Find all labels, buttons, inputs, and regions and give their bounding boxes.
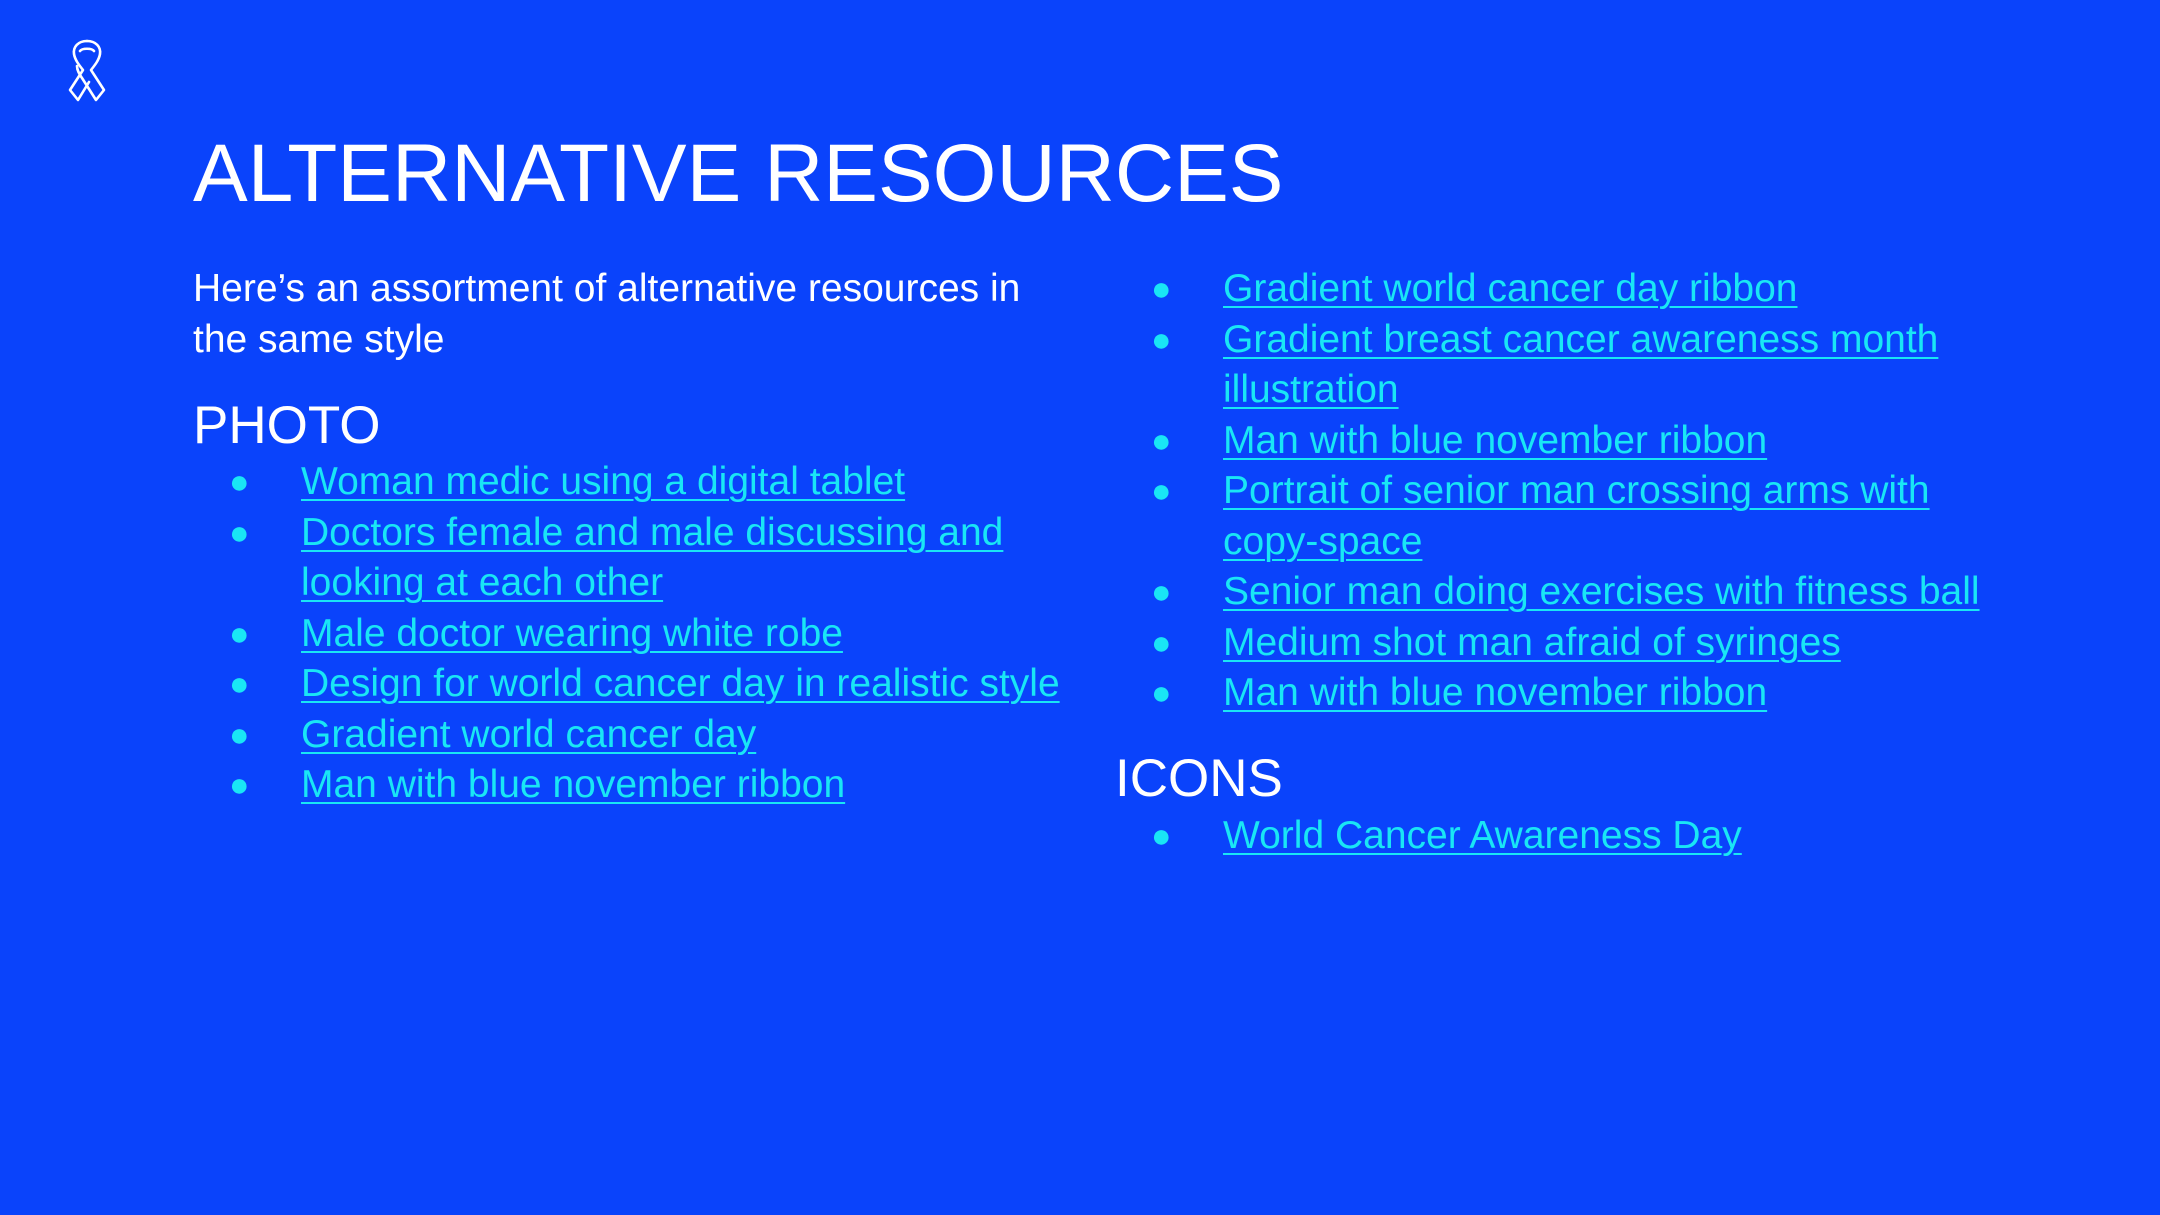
list-item <box>1115 811 2015 862</box>
intro-text: Here’s an assortment of alternative resources in the same style <box>193 267 1021 361</box>
list-item <box>193 508 1073 609</box>
resource-link[interactable]: Man with blue november ribbon <box>1223 418 1768 462</box>
list-item <box>1115 567 2015 618</box>
icons-list <box>1115 811 2015 862</box>
photo-heading: PHOTO <box>193 396 381 455</box>
photo-list-continued <box>1115 264 2015 719</box>
bullet-icon: ● <box>229 513 250 552</box>
bullet-icon: ● <box>1151 472 1172 510</box>
bullet-icon: ● <box>1151 421 1172 460</box>
resource-link[interactable]: Male doctor wearing white robe <box>301 611 843 655</box>
list-item <box>1115 618 2015 669</box>
bullet-icon: ● <box>229 463 250 501</box>
page-title: ALTERNATIVE RESOURCES <box>193 128 1284 219</box>
photo-list <box>193 457 1073 811</box>
bullet-icon: ● <box>1151 816 1172 855</box>
left-column <box>193 264 1073 811</box>
resource-link[interactable]: Doctors female and male discussing and looking at each other <box>301 510 1004 604</box>
bullet-icon: ● <box>229 614 250 653</box>
resource-link[interactable]: World Cancer Awareness Day <box>1223 813 1742 857</box>
bullet-icon: ● <box>229 766 250 804</box>
list-item <box>193 457 1073 508</box>
icons-heading: ICONS <box>1115 748 1283 808</box>
list-item <box>1115 315 2015 416</box>
list-item <box>193 710 1073 761</box>
resource-link[interactable]: Design for world cancer day in realistic style <box>301 662 1060 705</box>
bullet-icon: ● <box>1151 320 1172 359</box>
list-item <box>193 609 1073 660</box>
bullet-icon: ● <box>229 665 250 703</box>
resource-link[interactable]: Gradient breast cancer awareness month illustration <box>1223 317 1939 411</box>
bullet-icon: ● <box>1151 573 1172 611</box>
list-item <box>1115 668 2015 719</box>
resource-link[interactable]: Medium shot man afraid of syringes <box>1223 620 1841 664</box>
resource-link[interactable]: Senior man doing exercises with fitness ball <box>1223 570 1980 613</box>
list-item <box>193 760 1073 811</box>
resource-link[interactable]: Woman medic using a digital tablet <box>301 460 906 503</box>
right-column <box>1115 264 2015 861</box>
list-item <box>1115 466 2015 567</box>
bullet-icon: ● <box>1151 270 1172 308</box>
ribbon-icon <box>64 38 110 104</box>
bullet-icon: ● <box>1151 623 1172 662</box>
resource-link[interactable]: Man with blue november ribbon <box>301 763 846 806</box>
bullet-icon: ● <box>1151 674 1172 712</box>
list-item <box>193 659 1073 710</box>
list-item <box>1115 416 2015 467</box>
resource-link[interactable]: Gradient world cancer day <box>301 712 757 756</box>
bullet-icon: ● <box>229 715 250 754</box>
resource-link[interactable]: Man with blue november ribbon <box>1223 671 1768 714</box>
resource-link[interactable]: Gradient world cancer day ribbon <box>1223 267 1798 310</box>
resource-link[interactable]: Portrait of senior man crossing arms with copy-space <box>1223 469 1930 563</box>
list-item <box>1115 264 2015 315</box>
